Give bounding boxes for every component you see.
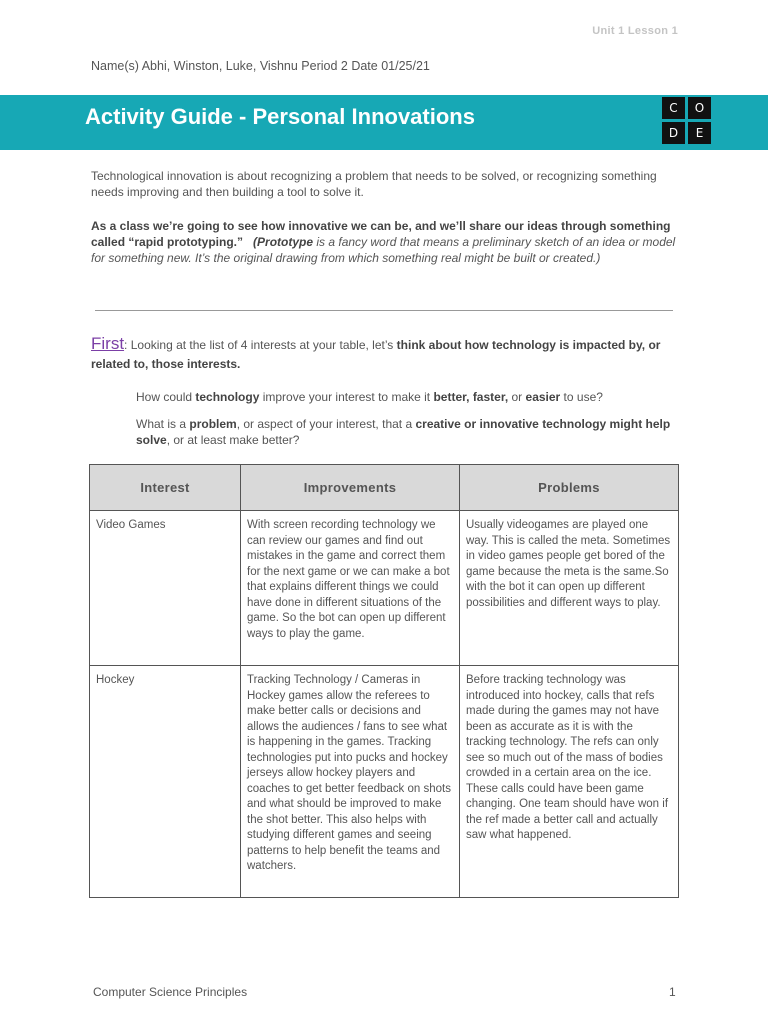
- q1-bold: technology: [195, 390, 260, 404]
- improvements-cell[interactable]: Tracking Technology / Cameras in Hockey games allow the referees to make better calls or decisions and allows the audiences / fans to see what is happening in the games. Tracking technologies put into pucks and hockey jerseys allow hockey players and coaches to get better feedback on shots and what should be improved to make the shot better. This also helps with studying different games and seeing patterns to help benefit the teams and watchers.: [241, 666, 460, 898]
- footer-page-number: 1: [669, 985, 676, 999]
- logo-letter: D: [662, 122, 685, 144]
- interest-cell[interactable]: Hockey: [90, 666, 241, 898]
- page-title: Activity Guide - Personal Innovations: [85, 104, 475, 129]
- logo-letter: O: [688, 97, 711, 119]
- rapid-prototyping-paragraph: [91, 218, 681, 266]
- first-bold-text: think about how technology is impacted by, or related to, those interests.: [91, 338, 661, 371]
- q1-text: How could: [136, 390, 196, 404]
- first-label: First: [91, 334, 125, 353]
- q2-bold: problem: [189, 417, 237, 431]
- improvements-cell[interactable]: With screen recording technology we can review our games and find out mistakes in the game and correct them for the next game or we can make a bot that explains different things we could have done in different situations of the game. So the bot can open up different ways to play the game.: [241, 511, 460, 666]
- q1-text: improve your interest to make it: [259, 390, 434, 404]
- table-row: [90, 511, 679, 666]
- name-period-date-line: Name(s) Abhi, Winston, Luke, Vishnu Period 2 Date 01/25/21: [91, 59, 430, 73]
- q2-text: , or aspect of your interest, that a: [236, 417, 416, 431]
- q1-text: or: [508, 390, 526, 404]
- table-header-row: [90, 465, 679, 511]
- first-instruction: [91, 334, 681, 374]
- question-technology: [136, 389, 681, 405]
- question-problem: [136, 416, 681, 448]
- table-row: [90, 666, 679, 898]
- q2-text: , or at least make better?: [166, 433, 300, 447]
- problems-cell[interactable]: Before tracking technology was introduced into hockey, calls that refs made during the games may not have been as accurate as it is with the tracking technology. The refs can only see so much out of the mass of bodies crowded in a certain area on the ice. These calls could have been game changing. One team should have won if the ref made a better call and actually saw what happened.: [460, 666, 679, 898]
- problems-cell[interactable]: Usually videogames are played one way. This is called the meta. Sometimes in video games people get bored of the game because the meta is the same.So with the bot it can open up different possibilities and different ways to play.: [460, 511, 679, 666]
- unit-lesson-label: Unit 1 Lesson 1: [592, 25, 678, 37]
- header-interest: Interest: [90, 465, 241, 511]
- q1-text: to use?: [560, 390, 603, 404]
- class-statement: As a class we’re going to see how innovative we can be, and we’ll share our ideas through something called “rapid prototyping.”: [91, 219, 671, 249]
- code-logo: [662, 97, 712, 145]
- q2-bold: creative or innovative technology might help solve: [136, 417, 671, 447]
- prototype-term: (Prototype: [253, 235, 314, 249]
- prototype-definition: is a fancy word that means a preliminary sketch of an idea or model for something new. It’s the original drawing from which something real might be built or created.): [91, 235, 676, 265]
- section-divider: [95, 310, 673, 311]
- first-text: : Looking at the list of 4 interests at your table, let’s: [124, 338, 397, 352]
- footer-course: Computer Science Principles: [93, 985, 248, 999]
- q2-text: What is a: [136, 417, 190, 431]
- interest-cell[interactable]: Video Games: [90, 511, 241, 666]
- interests-table: [89, 464, 679, 898]
- logo-letter: E: [688, 122, 711, 144]
- intro-paragraph: Technological innovation is about recognizing a problem that needs to be solved, or recognizing something needs improving and then building a tool to solve it.: [91, 169, 657, 199]
- q1-bold: easier: [525, 390, 561, 404]
- q1-bold: better, faster,: [433, 390, 509, 404]
- header-problems: Problems: [460, 465, 679, 511]
- header-improvements: Improvements: [241, 465, 460, 511]
- logo-letter: C: [662, 97, 685, 119]
